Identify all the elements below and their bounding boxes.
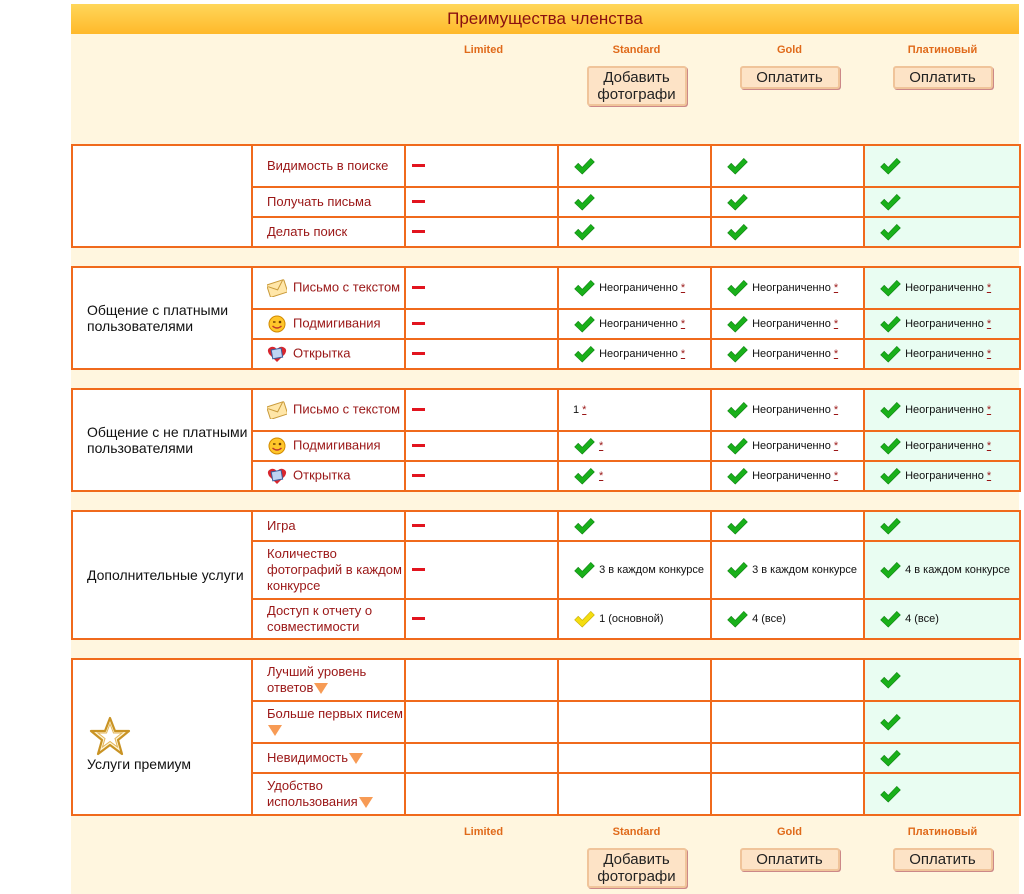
photo-count: 3 в каждом конкурсе (752, 563, 857, 576)
check-icon (879, 467, 902, 485)
unlimited-label: Неограниченно (752, 439, 831, 452)
footnote-link[interactable]: * (599, 469, 604, 482)
plans-header (71, 34, 1019, 114)
check-icon (573, 157, 596, 175)
check-icon (726, 401, 749, 419)
expand-triangle-icon[interactable] (268, 725, 282, 736)
check-icon (573, 193, 596, 211)
check-icon (726, 193, 749, 211)
unlimited-label: Неограниченно (905, 317, 984, 330)
feature-label: Видимость в поиске (267, 158, 389, 173)
check-icon (879, 610, 902, 628)
plan-name: Limited (463, 44, 504, 56)
feature-label: Делать поиск (267, 224, 348, 239)
check-icon (726, 437, 749, 455)
check-icon (726, 467, 749, 485)
pay-platinum-button[interactable]: Оплатить (893, 66, 993, 89)
footnote-link[interactable]: * (680, 347, 686, 360)
unavailable-dash (412, 617, 425, 620)
check-icon (879, 345, 902, 363)
unlimited-label: Неограниченно (599, 281, 678, 294)
plan-gold (713, 816, 866, 871)
add-photo-button[interactable]: Добавить фотографи (587, 66, 687, 106)
check-icon (726, 279, 749, 297)
unavailable-dash (412, 524, 425, 527)
check-icon (879, 749, 902, 767)
check-yellow-icon (573, 610, 596, 628)
section-extra-services (71, 510, 1021, 640)
check-icon (879, 437, 902, 455)
unavailable-dash (412, 474, 425, 477)
check-icon (879, 223, 902, 241)
expand-triangle-icon[interactable] (314, 683, 328, 694)
check-icon (726, 561, 749, 579)
unlimited-label: Неограниченно (752, 469, 831, 482)
pay-gold-button[interactable]: Оплатить (740, 848, 840, 871)
feature-label: Больше первых писем (267, 706, 403, 721)
unlimited-label: Неограниченно (905, 403, 984, 416)
footnote-link[interactable]: * (833, 281, 839, 294)
unavailable-dash (412, 568, 425, 571)
check-icon (879, 315, 902, 333)
check-icon (879, 713, 902, 731)
limit-value: 1 (573, 404, 580, 416)
unlimited-label: Неограниченно (752, 403, 831, 416)
check-icon (726, 610, 749, 628)
check-icon (573, 279, 596, 297)
footnote-link[interactable]: * (599, 439, 604, 452)
footnote-link[interactable]: * (833, 317, 839, 330)
check-icon (573, 561, 596, 579)
unlimited-label: Неограниченно (599, 317, 678, 330)
expand-triangle-icon[interactable] (349, 753, 363, 764)
footnote-link[interactable]: * (680, 317, 686, 330)
check-icon (573, 517, 596, 535)
photo-count: 4 в каждом конкурсе (905, 563, 1010, 576)
unavailable-dash (412, 352, 425, 355)
footnote-link[interactable]: * (833, 469, 839, 482)
plan-platinum (866, 34, 1019, 89)
plans-footer (71, 816, 1019, 894)
section-paid-users (71, 266, 1021, 370)
footnote-link[interactable]: * (833, 347, 839, 360)
check-icon (726, 157, 749, 175)
footnote-link[interactable]: * (986, 469, 992, 482)
footnote-link[interactable]: * (986, 403, 992, 416)
check-icon (726, 315, 749, 333)
feature-label: Получать письма (267, 194, 372, 209)
report-access: 1 (основной) (599, 612, 664, 625)
check-icon (879, 785, 902, 803)
plan-name: Gold (776, 44, 803, 56)
category-label: Общение с не платными пользователями (72, 389, 252, 491)
feature-label: Игра (267, 518, 296, 533)
unlimited-label: Неограниченно (752, 281, 831, 294)
plan-name: Standard (612, 826, 661, 838)
expand-triangle-icon[interactable] (359, 797, 373, 808)
footnote-link[interactable]: * (986, 317, 992, 330)
plan-name: Gold (776, 826, 803, 838)
check-icon (573, 345, 596, 363)
photo-count: 3 в каждом конкурсе (599, 563, 704, 576)
unlimited-label: Неограниченно (905, 347, 984, 360)
unlimited-label: Неограниченно (905, 439, 984, 452)
envelope-icon (267, 401, 287, 419)
feature-label: Удобство использования (267, 778, 358, 809)
add-photo-button[interactable]: Добавить фотографи (587, 848, 687, 888)
plan-standard (560, 816, 713, 888)
footnote-link[interactable]: * (986, 347, 992, 360)
star-icon (89, 716, 131, 756)
unavailable-dash (412, 230, 425, 233)
wink-icon (267, 315, 287, 333)
plan-name: Платиновый (907, 44, 978, 56)
footnote-link[interactable]: * (986, 439, 992, 452)
check-icon (879, 561, 902, 579)
check-icon (879, 671, 902, 689)
check-icon (573, 315, 596, 333)
unlimited-label: Неограниченно (752, 347, 831, 360)
unlimited-label: Неограниченно (905, 281, 984, 294)
section-basic (71, 144, 1021, 248)
pay-platinum-button[interactable]: Оплатить (893, 848, 993, 871)
plan-name: Standard (612, 44, 661, 56)
report-access: 4 (все) (905, 612, 939, 625)
footnote-link[interactable]: * (833, 439, 839, 452)
footnote-link[interactable]: * (582, 404, 587, 416)
envelope-icon (267, 279, 287, 297)
unavailable-dash (412, 286, 425, 289)
feature-label[interactable]: Открытка (293, 345, 351, 361)
plan-gold (713, 34, 866, 89)
check-icon (879, 517, 902, 535)
unavailable-dash (412, 322, 425, 325)
unavailable-dash (412, 444, 425, 447)
plan-limited (407, 816, 560, 840)
postcard-icon (267, 467, 287, 485)
feature-label[interactable]: Письмо с текстом (293, 279, 401, 295)
check-icon (879, 157, 902, 175)
plan-name: Limited (463, 826, 504, 838)
feature-label[interactable]: Подмигивания (293, 315, 381, 331)
check-icon (879, 193, 902, 211)
check-icon (879, 279, 902, 297)
check-icon (573, 437, 596, 455)
feature-label: Количество фотографий в каждом конкурсе (267, 546, 402, 593)
category-label: Дополнительные услуги (72, 511, 252, 639)
feature-label: Доступ к отчету о совместимости (267, 603, 373, 634)
feature-label: Лучший уровень ответов (267, 664, 367, 695)
footnote-link[interactable]: * (833, 403, 839, 416)
check-icon (726, 223, 749, 241)
feature-label[interactable]: Письмо с текстом (293, 401, 401, 417)
pay-gold-button[interactable]: Оплатить (740, 66, 840, 89)
page-title: Преимущества членства (71, 4, 1019, 34)
section-premium (71, 658, 1021, 816)
postcard-icon (267, 345, 287, 363)
unlimited-label: Неограниченно (599, 347, 678, 360)
unavailable-dash (412, 164, 425, 167)
category-label (72, 145, 252, 247)
check-icon (879, 401, 902, 419)
footnote-link[interactable]: * (680, 281, 686, 294)
unlimited-label: Неограниченно (905, 469, 984, 482)
check-icon (573, 223, 596, 241)
feature-label[interactable]: Подмигивания (293, 437, 381, 453)
footnote-link[interactable]: * (986, 281, 992, 294)
premium-category (72, 659, 252, 815)
plan-standard (560, 34, 713, 106)
wink-icon (267, 437, 287, 455)
category-label: Услуги премиум (87, 756, 192, 772)
plan-platinum (866, 816, 1019, 871)
report-access: 4 (все) (752, 612, 786, 625)
unavailable-dash (412, 200, 425, 203)
feature-label: Невидимость (267, 750, 349, 765)
unlimited-label: Неограниченно (752, 317, 831, 330)
section-free-users (71, 388, 1021, 492)
plan-limited (407, 34, 560, 58)
check-icon (726, 517, 749, 535)
plan-name: Платиновый (907, 826, 978, 838)
check-icon (726, 345, 749, 363)
category-label: Общение с платными пользователями (72, 267, 252, 369)
feature-label[interactable]: Открытка (293, 467, 351, 483)
check-icon (573, 467, 596, 485)
unavailable-dash (412, 408, 425, 411)
